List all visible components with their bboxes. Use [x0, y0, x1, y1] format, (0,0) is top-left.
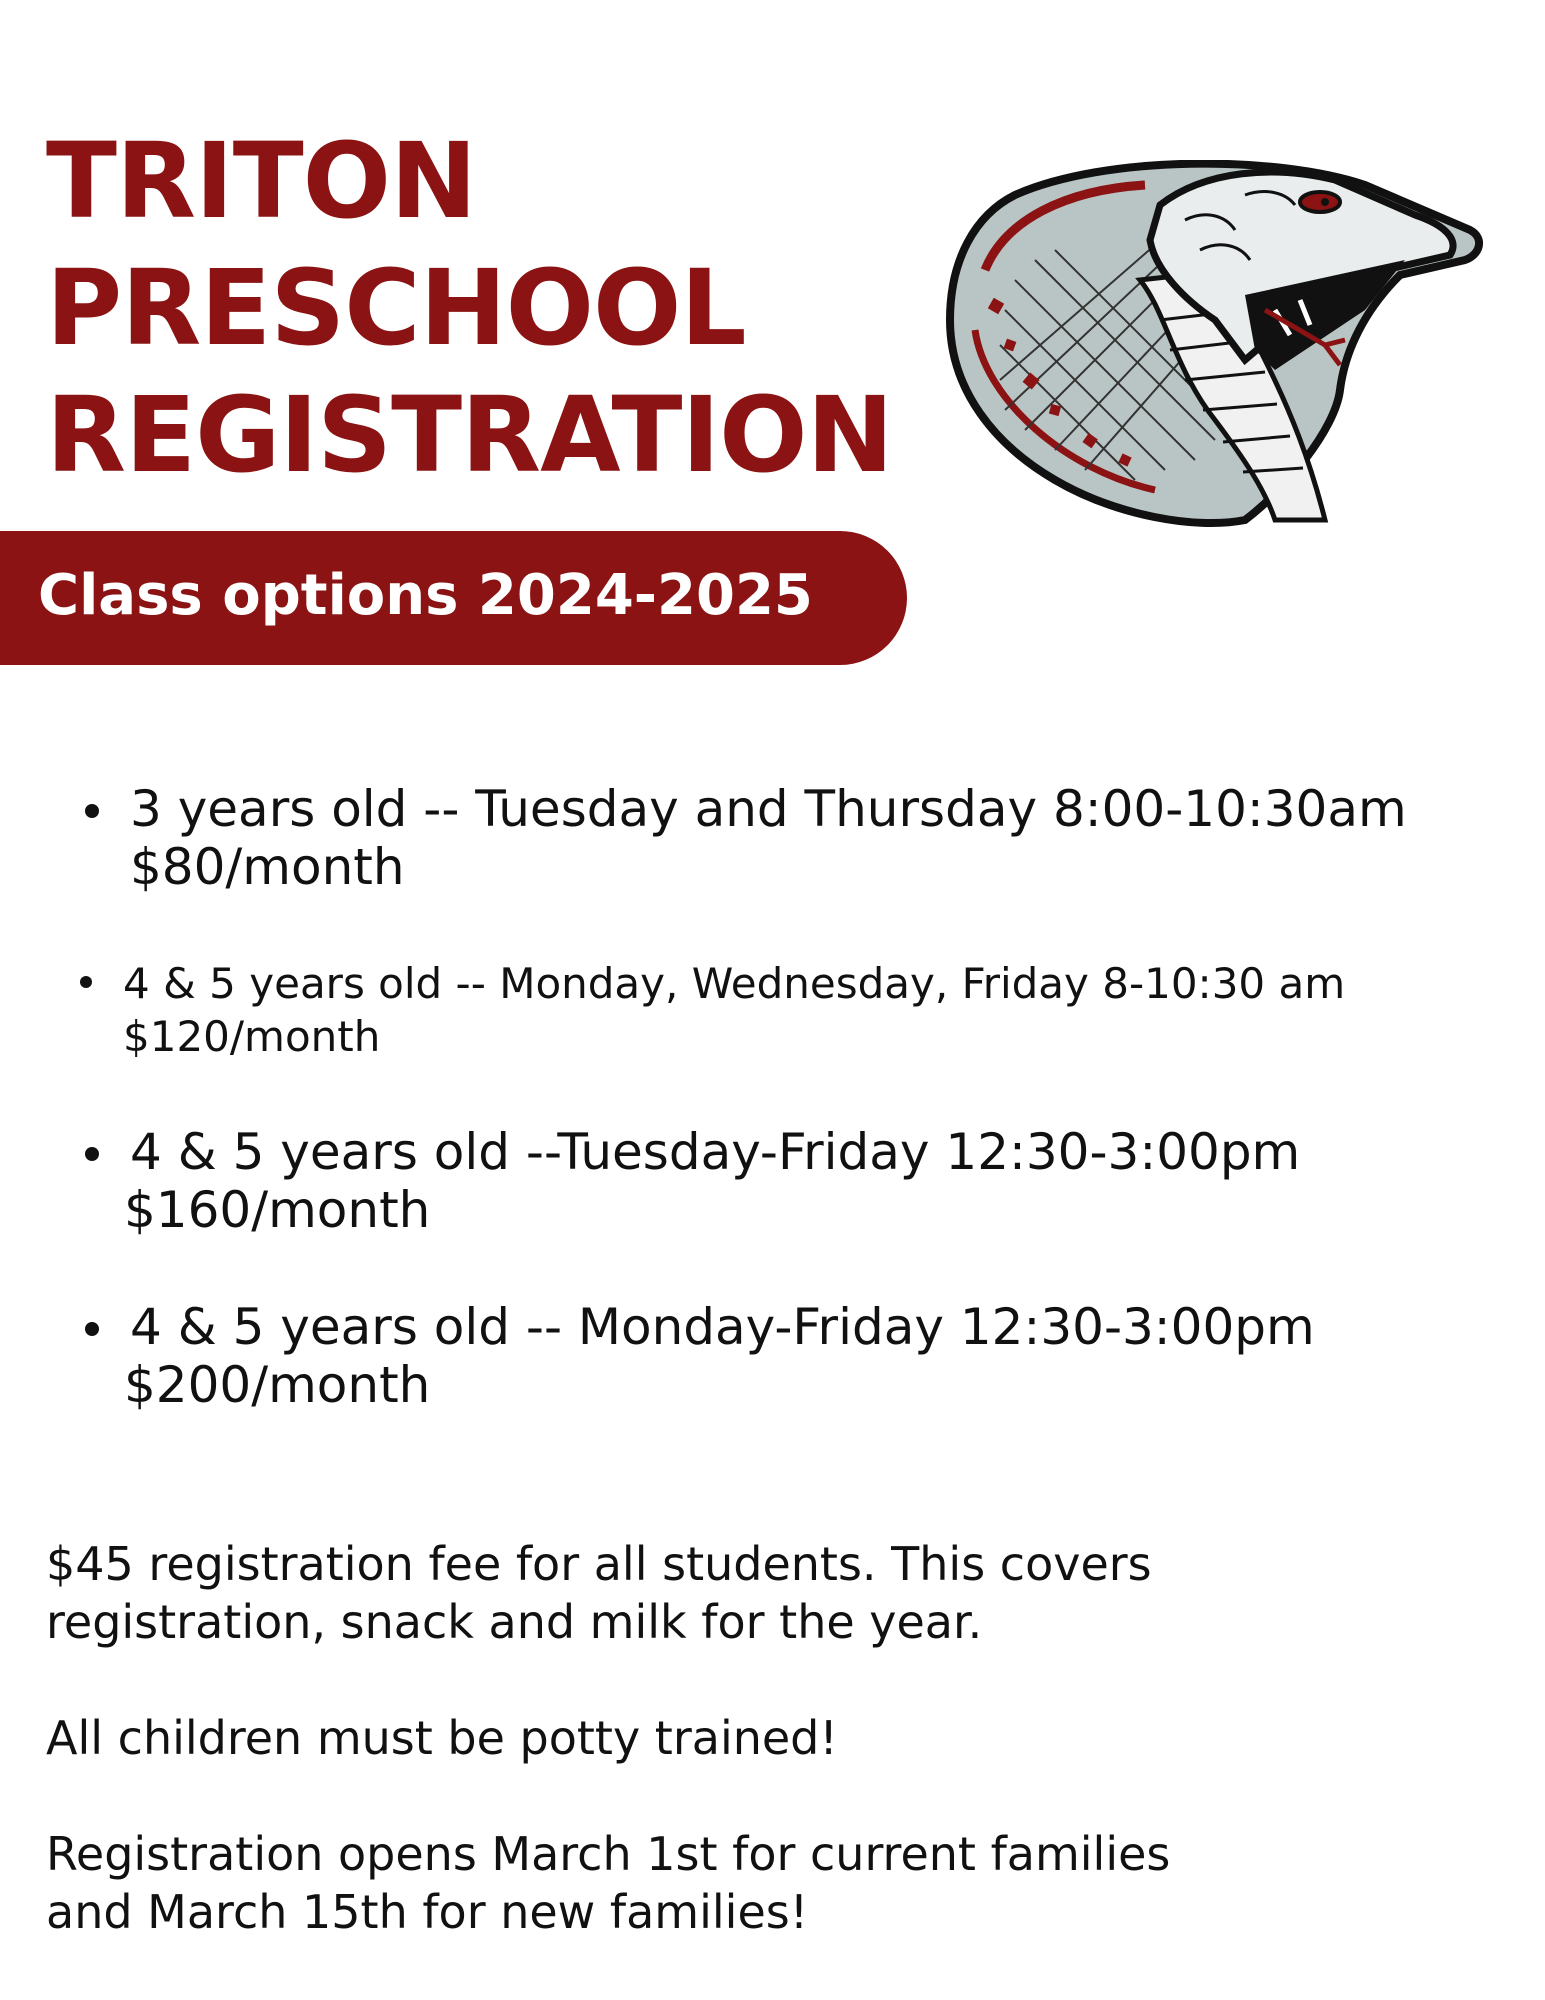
- class-option-schedule: 4 & 5 years old -- Monday, Wednesday, Friday 8-10:30 am: [123, 959, 1346, 1008]
- registration-dates-line-2: and March 15th for new families!: [46, 1885, 809, 1939]
- class-options-banner: [0, 531, 907, 665]
- banner-label: Class options 2024-2025: [38, 563, 813, 628]
- fee-note-line-2: registration, snack and milk for the year.: [46, 1595, 983, 1649]
- fee-note-line-1: $45 registration fee for all students. This covers: [46, 1537, 1152, 1591]
- fee-note: [46, 1535, 1152, 1651]
- potty-note: [46, 1709, 838, 1767]
- page-title: [46, 118, 893, 499]
- registration-dates-note: [46, 1825, 1170, 1941]
- bullet-icon: [80, 976, 92, 988]
- title-line-3: REGISTRATION: [46, 374, 893, 496]
- registration-dates-line-1: Registration opens March 1st for current families: [46, 1827, 1171, 1881]
- potty-note-text: All children must be potty trained!: [46, 1711, 838, 1765]
- bullet-icon: [85, 804, 99, 818]
- cobra-mascot-icon: [945, 160, 1485, 530]
- bullet-icon: [85, 1322, 99, 1336]
- class-option-schedule: 3 years old -- Tuesday and Thursday 8:00-10:30am: [130, 780, 1407, 838]
- title-line-2: PRESCHOOL: [46, 247, 746, 369]
- title-line-1: TRITON: [46, 120, 477, 242]
- class-option-price: $160/month: [124, 1181, 431, 1239]
- class-option-price: $120/month: [123, 1012, 381, 1061]
- class-option-schedule: 4 & 5 years old -- Monday-Friday 12:30-3:00pm: [130, 1298, 1315, 1356]
- class-option-price: $80/month: [130, 838, 405, 896]
- bullet-icon: [85, 1147, 99, 1161]
- class-option-schedule: 4 & 5 years old --Tuesday-Friday 12:30-3:00pm: [130, 1123, 1301, 1181]
- class-option-price: $200/month: [124, 1356, 431, 1414]
